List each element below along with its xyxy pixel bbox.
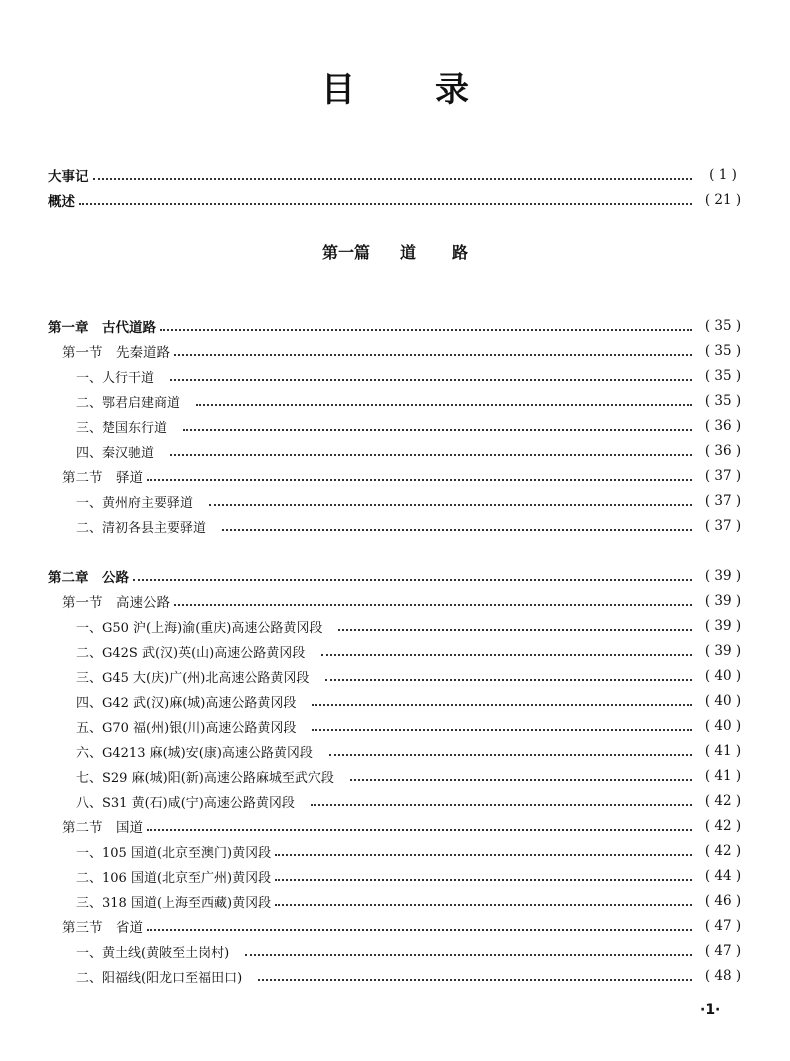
toc-item[interactable]	[0, 939, 790, 963]
dot-leader	[325, 678, 692, 681]
toc-entry-front[interactable]	[0, 163, 790, 187]
toc-entry-label: 三、318 国道(上海至西藏)黄冈段	[76, 895, 272, 911]
toc-entry-label: 第二节 驿道	[62, 470, 143, 486]
dot-leader	[222, 528, 692, 531]
toc-title-char-1: 目	[321, 70, 355, 110]
toc-entry-page: ( 42 )	[704, 793, 742, 809]
toc-entry-label: 大事记	[48, 169, 89, 185]
toc-entry-label: 一、黄州府主要驿道	[76, 495, 194, 511]
toc-entry-label: 第二章 公路	[48, 570, 129, 586]
toc-entry-page: ( 39 )	[704, 643, 742, 659]
toc-entry-label: 五、G70 福(州)银(川)高速公路黄冈段	[76, 720, 297, 736]
dot-leader	[196, 403, 692, 406]
part-title	[0, 240, 790, 263]
dot-leader	[170, 453, 692, 456]
toc-entry-page: ( 40 )	[704, 693, 742, 709]
toc-entry-page: ( 47 )	[704, 918, 742, 934]
dot-leader	[147, 478, 692, 481]
toc-chapter[interactable]	[0, 564, 790, 588]
dot-leader	[174, 353, 692, 356]
dot-leader	[245, 953, 692, 956]
dot-leader	[209, 503, 692, 506]
dot-leader	[275, 903, 692, 906]
part-name-char-1: 道	[399, 243, 416, 262]
dot-leader	[350, 778, 692, 781]
dot-leader	[258, 978, 692, 981]
toc-entry-label: 一、G50 沪(上海)渝(重庆)高速公路黄冈段	[76, 620, 323, 636]
toc-entry-page: ( 46 )	[704, 893, 742, 909]
toc-item[interactable]	[0, 964, 790, 988]
toc-entry-page: ( 35 )	[704, 393, 742, 409]
dot-leader	[160, 328, 692, 331]
dot-leader	[329, 753, 692, 756]
toc-entry-page: ( 39 )	[704, 618, 742, 634]
toc-entry-page: ( 40 )	[704, 668, 742, 684]
toc-entry-label: 六、G4213 麻(城)安(康)高速公路黄冈段	[76, 745, 313, 761]
toc-item[interactable]	[0, 664, 790, 688]
toc-section[interactable]	[0, 339, 790, 363]
toc-entry-page: ( 47 )	[704, 943, 742, 959]
toc-entry-label: 三、G45 大(庆)广(州)北高速公路黄冈段	[76, 670, 310, 686]
toc-entry-label: 二、106 国道(北京至广州)黄冈段	[76, 870, 272, 886]
part-number: 第一篇	[321, 243, 370, 262]
toc-item[interactable]	[0, 389, 790, 413]
toc-entry-page: ( 41 )	[704, 768, 742, 784]
toc-entry-label: 二、鄂君启建商道	[76, 395, 181, 411]
toc-item[interactable]	[0, 764, 790, 788]
toc-chapter[interactable]	[0, 314, 790, 338]
dot-leader	[275, 853, 692, 856]
toc-item[interactable]	[0, 689, 790, 713]
dot-leader	[312, 728, 692, 731]
toc-entry-label: 第一节 先秦道路	[62, 345, 170, 361]
part-name-char-2: 路	[452, 243, 469, 262]
dot-leader	[147, 928, 692, 931]
dot-leader	[338, 628, 692, 631]
toc-section[interactable]	[0, 914, 790, 938]
toc-entry-page: ( 41 )	[704, 743, 742, 759]
toc-item[interactable]	[0, 789, 790, 813]
toc-entry-label: 第一章 古代道路	[48, 320, 156, 336]
toc-entry-page: ( 21 )	[704, 192, 742, 208]
toc-entry-page: ( 40 )	[704, 718, 742, 734]
toc-item[interactable]	[0, 864, 790, 888]
toc-section[interactable]	[0, 464, 790, 488]
toc-entry-page: ( 1 )	[709, 167, 737, 183]
toc-entry-page: ( 39 )	[704, 568, 742, 584]
toc-entry-page: ( 44 )	[704, 868, 742, 884]
dot-leader	[275, 878, 692, 881]
toc-entry-label: 一、黄土线(黄陂至土岗村)	[76, 945, 230, 961]
toc-title-char-2: 录	[435, 70, 469, 110]
toc-item[interactable]	[0, 889, 790, 913]
page-number: ·1·	[700, 1002, 721, 1018]
toc-entry-label: 二、阳福线(阳龙口至福田口)	[76, 970, 243, 986]
toc-entry-label: 三、楚国东行道	[76, 420, 168, 436]
toc-item[interactable]	[0, 614, 790, 638]
toc-item[interactable]	[0, 714, 790, 738]
toc-entry-page: ( 35 )	[704, 343, 742, 359]
dot-leader	[183, 428, 692, 431]
dot-leader	[133, 578, 692, 581]
toc-item[interactable]	[0, 364, 790, 388]
toc-item[interactable]	[0, 839, 790, 863]
dot-leader	[79, 202, 692, 205]
toc-entry-label: 一、人行干道	[76, 370, 155, 386]
toc-entry-page: ( 36 )	[704, 443, 742, 459]
toc-entry-label: 二、G42S 武(汉)英(山)高速公路黄冈段	[76, 645, 306, 661]
toc-entry-label: 第二节 国道	[62, 820, 143, 836]
dot-leader	[174, 603, 692, 606]
dot-leader	[321, 653, 692, 656]
toc-section[interactable]	[0, 814, 790, 838]
toc-entry-label: 一、105 国道(北京至澳门)黄冈段	[76, 845, 272, 861]
dot-leader	[147, 828, 692, 831]
toc-entry-label: 四、秦汉驰道	[76, 445, 155, 461]
dot-leader	[312, 703, 692, 706]
toc-entry-page: ( 35 )	[704, 318, 742, 334]
toc-entry-label: 四、G42 武(汉)麻(城)高速公路黄冈段	[76, 695, 297, 711]
toc-entry-page: ( 48 )	[704, 968, 742, 984]
toc-entry-label: 第一节 高速公路	[62, 595, 170, 611]
toc-item[interactable]	[0, 514, 790, 538]
toc-entry-page: ( 42 )	[704, 818, 742, 834]
toc-item[interactable]	[0, 439, 790, 463]
toc-entry-label: 概述	[48, 194, 75, 210]
toc-title	[0, 62, 790, 111]
toc-item[interactable]	[0, 414, 790, 438]
toc-entry-label: 第三节 省道	[62, 920, 143, 936]
toc-entry-label: 七、S29 麻(城)阳(新)高速公路麻城至武穴段	[76, 770, 334, 786]
toc-entry-page: ( 42 )	[704, 843, 742, 859]
toc-entry-label: 八、S31 黄(石)咸(宁)高速公路黄冈段	[76, 795, 295, 811]
toc-entry-page: ( 35 )	[704, 368, 742, 384]
dot-leader	[170, 378, 692, 381]
toc-item[interactable]	[0, 639, 790, 663]
toc-item[interactable]	[0, 489, 790, 513]
toc-entry-page: ( 39 )	[704, 593, 742, 609]
toc-entry-page: ( 36 )	[704, 418, 742, 434]
toc-entry-page: ( 37 )	[704, 493, 742, 509]
toc-section[interactable]	[0, 589, 790, 613]
toc-entry-page: ( 37 )	[704, 518, 742, 534]
toc-entry-front[interactable]	[0, 188, 790, 212]
dot-leader	[311, 803, 692, 806]
toc-entry-label: 二、清初各县主要驿道	[76, 520, 207, 536]
toc-item[interactable]	[0, 739, 790, 763]
dot-leader	[93, 177, 693, 180]
toc-entry-page: ( 37 )	[704, 468, 742, 484]
